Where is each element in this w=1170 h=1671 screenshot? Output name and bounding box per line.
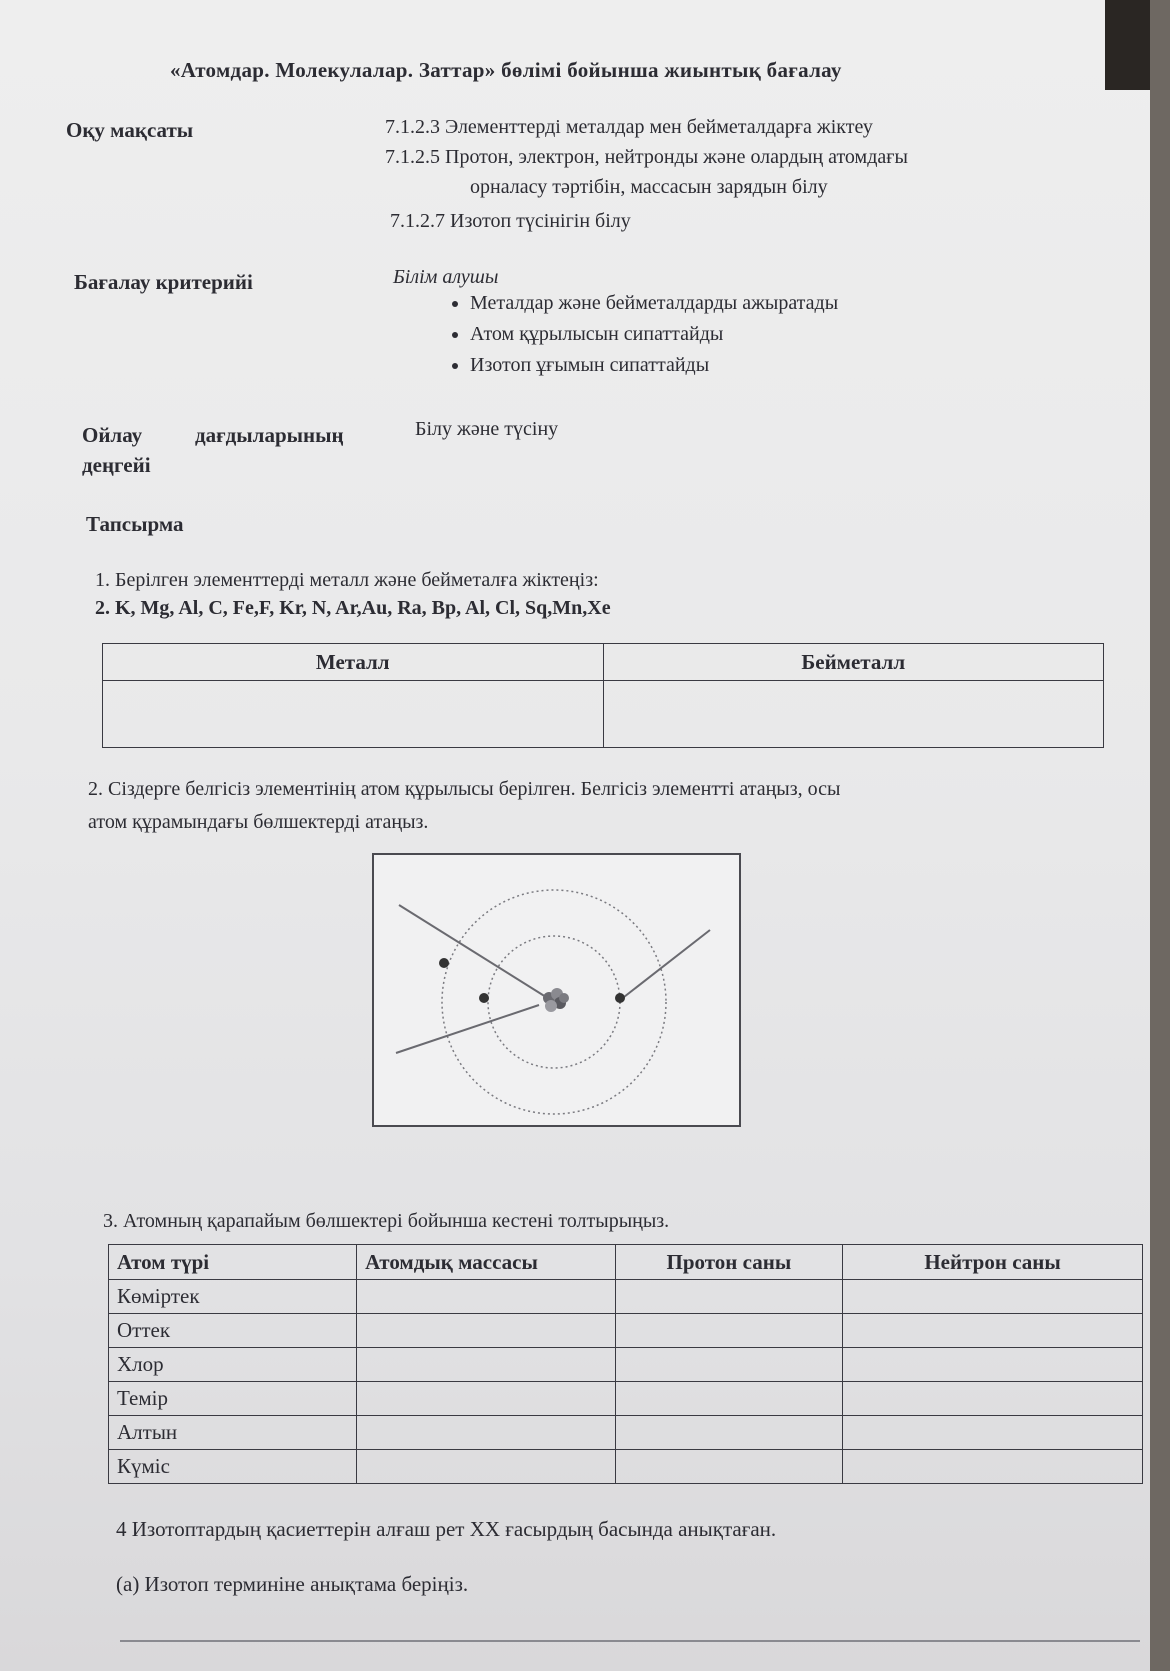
- pointer-line-bottom-left: [396, 1005, 539, 1053]
- answer-line[interactable]: [120, 1640, 1140, 1642]
- answer-cell[interactable]: [615, 1450, 842, 1484]
- background-corner: [1105, 0, 1150, 90]
- task1-elements: 2. K, Mg, Al, C, Fe,F, Kr, N, Ar,Au, Ra, Bp, Al, Cl, Sq,Mn,Xe: [95, 597, 611, 619]
- criteria-label: Бағалау критерийі: [74, 270, 253, 294]
- task4-intro: 4 Изотоптардың қасиеттерін алғаш рет XX ғасырдың басында анықтаған.: [116, 1517, 777, 1541]
- col-header-atomic-mass: Атомдық массасы: [357, 1245, 616, 1280]
- thinking-label-3: деңгейі: [82, 453, 151, 477]
- answer-cell[interactable]: [615, 1314, 842, 1348]
- task3-instruction: 3. Атомның қарапайым бөлшектері бойынша кестені толтырыңыз.: [103, 1210, 670, 1232]
- atom-name-cell: Көміртек: [109, 1280, 357, 1314]
- task-heading: Тапсырма: [86, 512, 184, 536]
- thinking-label-1: Ойлау: [82, 423, 143, 447]
- answer-cell[interactable]: [357, 1280, 616, 1314]
- electron: [615, 993, 625, 1003]
- answer-cell[interactable]: [843, 1416, 1143, 1450]
- atom-structure-figure: [374, 855, 739, 1125]
- answer-cell[interactable]: [615, 1416, 842, 1450]
- answer-cell[interactable]: [357, 1348, 616, 1382]
- table-row: [109, 1416, 1143, 1450]
- answer-cell[interactable]: [843, 1450, 1143, 1484]
- col-header-neutron-count: Нейтрон саны: [843, 1245, 1143, 1280]
- electron: [439, 958, 449, 968]
- nonmetal-answer-cell[interactable]: [603, 681, 1104, 748]
- answer-cell[interactable]: [615, 1382, 842, 1416]
- answer-cell[interactable]: [843, 1314, 1143, 1348]
- answer-cell[interactable]: [843, 1382, 1143, 1416]
- criteria-item: • Металдар және бейметалдарды ажыратады: [470, 288, 838, 319]
- atom-name-cell: Хлор: [109, 1348, 357, 1382]
- task4-question-a: (а) Изотоп терминіне анықтама беріңіз.: [116, 1572, 469, 1596]
- objective-item-2-cont: орналасу тәртібін, массасын зарядын білу: [470, 176, 828, 198]
- thinking-value: Білу және түсіну: [415, 418, 559, 440]
- atom-name-cell: Темір: [109, 1382, 357, 1416]
- nucleus: [543, 988, 569, 1012]
- atom-name-cell: Алтын: [109, 1416, 357, 1450]
- table-row: [109, 1348, 1143, 1382]
- task2-instruction-1: 2. Сіздерге белгісіз элементінің атом құрылысы берілген. Белгісіз элементті атаңыз, осы: [88, 778, 841, 800]
- metal-header: Металл: [103, 644, 604, 681]
- objective-item-3: 7.1.2.7 Изотоп түсінігін білу: [390, 210, 631, 232]
- answer-cell[interactable]: [357, 1416, 616, 1450]
- objective-item-1: 7.1.2.3 Элементтерді металдар мен бейметалдарға жіктеу: [385, 116, 873, 138]
- objective-item-2: 7.1.2.5 Протон, электрон, нейтронды және олардың атомдағы: [385, 146, 908, 168]
- table-row: [109, 1382, 1143, 1416]
- metal-nonmetal-table: [102, 643, 1104, 748]
- atom-diagram: [372, 853, 741, 1127]
- table-row: [109, 1314, 1143, 1348]
- answer-cell[interactable]: [843, 1280, 1143, 1314]
- answer-cell[interactable]: [357, 1450, 616, 1484]
- answer-cell[interactable]: [615, 1348, 842, 1382]
- nonmetal-header: Бейметалл: [603, 644, 1104, 681]
- criteria-list: [430, 288, 838, 381]
- task2-instruction-2: атом құрамындағы бөлшектерді атаңыз.: [88, 811, 429, 833]
- page-title: «Атомдар. Молекулалар. Заттар» бөлімі бойынша жиынтық бағалау: [170, 58, 842, 82]
- criteria-intro: Білім алушы: [393, 266, 499, 288]
- atom-particles-table: [108, 1244, 1143, 1484]
- task1-instruction: 1. Берілген элементтерді металл және бейметалға жіктеңіз:: [95, 569, 599, 591]
- table-row: [109, 1450, 1143, 1484]
- table-row: [109, 1280, 1143, 1314]
- thinking-label-2: дағдыларының: [195, 423, 344, 447]
- objectives-label: Оқу мақсаты: [66, 118, 194, 142]
- electron: [479, 993, 489, 1003]
- pointer-line-top-left: [399, 905, 546, 997]
- atom-name-cell: Оттек: [109, 1314, 357, 1348]
- criteria-item: • Изотоп ұғымын сипаттайды: [470, 350, 838, 381]
- answer-cell[interactable]: [357, 1314, 616, 1348]
- criteria-item: • Атом құрылысын сипаттайды: [470, 319, 838, 350]
- answer-cell[interactable]: [615, 1280, 842, 1314]
- col-header-atom-type: Атом түрі: [109, 1245, 357, 1280]
- col-header-proton-count: Протон саны: [615, 1245, 842, 1280]
- answer-cell[interactable]: [843, 1348, 1143, 1382]
- metal-answer-cell[interactable]: [103, 681, 604, 748]
- answer-cell[interactable]: [357, 1382, 616, 1416]
- atom-name-cell: Күміс: [109, 1450, 357, 1484]
- pointer-line-right: [624, 930, 710, 997]
